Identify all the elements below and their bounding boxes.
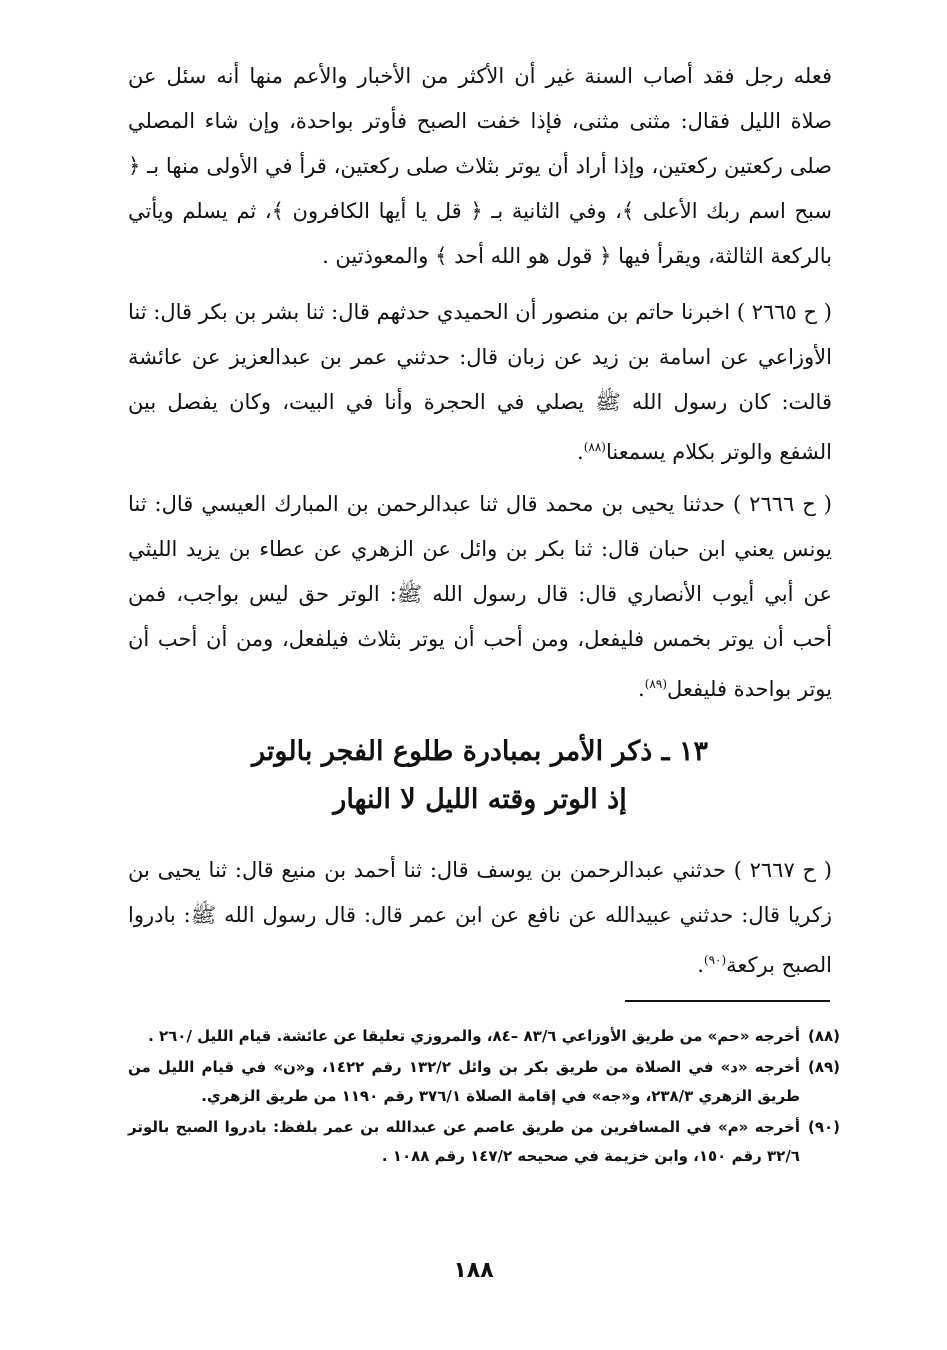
hadith-2666-text: ( ح ٢٦٦٦ ) حدثنا يحيى بن محمد قال ثنا عبدالرحمن بن المبارك العيسي قال: ثنا يونس يعني ابن حبان قال: ثنا بكر بن وائل عن الزهري عن عطاء بن يزيد الليثي عن أبي أيوب الأنصاري قال: قال رسول الله ﷺ: الوتر حق ليس بواجب، فمن أحب أن يوتر بخمس فليفعل، ومن أحب أن يوتر بثلاث فيلفعل، ومن أن أحب أن يوتر بواحدة فليفعل <box>128 492 832 701</box>
footnote-88 <box>128 1022 840 1051</box>
footnotes <box>128 1022 840 1173</box>
hadith-2667 <box>128 848 832 988</box>
footnote-text: أخرجه «حم» من طريق الأوزاعي ٨٣/٦ –٨٤، والمروزي تعليقا عن عائشة. قيام الليل /٢٦٠ . <box>148 1027 800 1045</box>
period: . <box>638 677 645 701</box>
footnote-divider <box>625 1000 830 1002</box>
hadith-2667-text: ( ح ٢٦٦٧ ) حدثني عبدالرحمن بن يوسف قال: ثنا أحمد بن منيع قال: ثنا يحيى بن زكريا قال: حدثني عبيدالله عن نافع عن ابن عمر قال: قال رسول الله ﷺ: بادروا الصبح بركعة <box>128 858 832 977</box>
footnote-ref-89: (٨٩) <box>644 677 667 691</box>
footnote-number: (٨٨) <box>807 1027 840 1045</box>
period: . <box>697 953 704 977</box>
paragraph-intro <box>128 54 832 279</box>
chapter-heading-line-1: ١٣ ـ ذكر الأمر بمبادرة طلوع الفجر بالوتر <box>252 736 708 767</box>
footnote-89 <box>128 1053 840 1111</box>
hadith-2666 <box>128 482 832 712</box>
footnote-number: (٨٩) <box>807 1058 840 1076</box>
footnote-ref-88: (٨٨) <box>583 440 606 454</box>
footnote-number: (٩٠) <box>807 1118 840 1136</box>
paragraph-intro-text: فعله رجل فقد أصاب السنة غير أن الأكثر من الأخبار والأعم منها أنه سئل عن صلاة الليل فقال: مثنى مثنى، فإذا خفت الصبح فأوتر بواحدة، وإن شاء المصلي صلى ركعتين ركعتين، وإذا أراد أن يوتر بثلاث صلى ركعتين، قرأ في الأولى منها بـ ﴿ سبح اسم ربك الأعلى ﴾، وفي الثانية بـ ﴿ قل يا أيها الكافرون ﴾، ثم يسلم ويأتي بالركعة الثالثة، ويقرأ فيها ﴿ قول هو الله أحد ﴾ والمعوذتين . <box>128 64 832 268</box>
hadith-2665 <box>128 290 832 475</box>
footnote-ref-90: (٩٠) <box>703 953 727 967</box>
page-number: ١٨٨ <box>453 1258 494 1283</box>
footnote-text: أخرجه «م» في المسافرين من طريق عاصم عن عبدالله بن عمر بلفظ: بادروا الصبح بالوتر ٣٢/٦ رقم ١٥٠، وابن خزيمة في صحيحه ١٤٧/٢ رقم ١٠٨٨ . <box>128 1118 800 1165</box>
footnote-90 <box>128 1113 840 1171</box>
hadith-2665-text: ( ح ٢٦٦٥ ) اخبرنا حاتم بن منصور أن الحميدي حدثهم قال: ثنا بشر بن بكر قال: ثنا الأوزاعي عن اسامة بن زيد عن زبان قال: حدثني عمر بن عبدالعزيز عن عائشة قالت: كان رسول الله ﷺ يصلي في الحجرة وأنا في البيت، وكان يفصل بين الشفع والوتر بكلام يسمعنا <box>128 300 832 464</box>
period: . <box>577 440 584 464</box>
footnote-text: أخرجه «د» في الصلاة من طريق بكر بن وائل ١٣٢/٢ رقم ١٤٢٢، و«ن» في قيام الليل من طريق الزهري ٢٣٨/٣، و«جه» في إقامة الصلاة ٣٧٦/١ رقم ١١٩٠ من طريق الزهري. <box>128 1058 800 1105</box>
chapter-heading <box>128 728 832 824</box>
chapter-heading-line-2: إذ الوتر وقته الليل لا النهار <box>333 784 627 815</box>
